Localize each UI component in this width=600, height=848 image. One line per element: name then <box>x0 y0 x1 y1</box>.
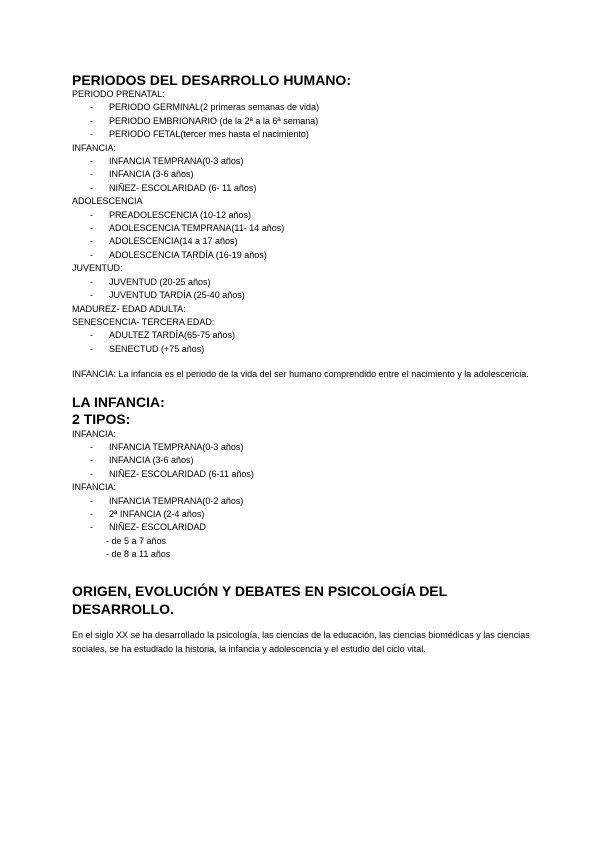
escolaridad-sublist <box>72 535 532 562</box>
list-item-text: JUVENTUD TARDÍA (25-40 años) <box>109 290 245 301</box>
list-item-text: PERIODO EMBRIONARIO (de la 2ª a la 6ª semana) <box>109 115 319 126</box>
sublist-item: - de 5 a 7 años <box>106 535 167 546</box>
section-title-infancia: LA INFANCIA: <box>72 393 165 410</box>
list-item <box>72 343 532 356</box>
section-infancia <box>72 394 532 562</box>
list-item <box>72 495 532 508</box>
bullet-dash: - <box>90 330 93 341</box>
bullet-dash: - <box>90 169 93 180</box>
bullet-dash: - <box>90 182 93 193</box>
group-label: JUVENTUD: <box>72 263 123 274</box>
list-item-text: INFANCIA TEMPRANA(0-3 años) <box>109 442 244 453</box>
list-item-text: NIÑEZ- ESCOLARIDAD (6- 11 años) <box>109 182 257 193</box>
bullet-dash: - <box>90 102 93 113</box>
infancia-list-1 <box>72 441 532 481</box>
list-item-text: ADULTEZ TARDÍA(65-75 años) <box>109 330 236 341</box>
sublist-item: - de 8 a 11 años <box>106 549 171 560</box>
section-origen <box>72 582 532 657</box>
bullet-dash: - <box>90 442 93 453</box>
list-item-text: PERIODO FETAL(tercer mes hasta el nacimiento) <box>109 129 309 140</box>
bullet-dash: - <box>90 209 93 220</box>
list-item <box>72 155 532 168</box>
bullet-dash: - <box>90 223 93 234</box>
bullet-dash: - <box>90 455 93 466</box>
group-label: ADOLESCENCIA <box>72 196 143 207</box>
bullet-dash: - <box>90 522 93 533</box>
bullet-dash: - <box>90 468 93 479</box>
list-item <box>72 508 532 521</box>
section-subtitle-tipos: 2 TIPOS: <box>72 410 131 427</box>
section-title-origen-cont: DESARROLLO. <box>72 600 174 617</box>
section-title-periodos: PERIODOS DEL DESARROLLO HUMANO: <box>72 72 351 88</box>
list-item-text: JUVENTUD (20-25 años) <box>109 276 211 287</box>
list-item-text: ADOLESCENCIA TARDÍA (16-19 años) <box>109 249 267 260</box>
list-item <box>72 329 532 342</box>
list-item <box>72 182 532 195</box>
periods-list <box>72 88 532 356</box>
group-label: SENESCENCIA- TERCERA EDAD: <box>72 316 215 327</box>
list-item-text: PERIODO GERMINAL(2 primeras semanas de vida) <box>109 102 320 113</box>
bullet-dash: - <box>90 276 93 287</box>
list-item <box>72 168 532 181</box>
list-item-text: PREADOLESCENCIA (10-12 años) <box>109 209 252 220</box>
group-label: INFANCIA: <box>72 482 117 493</box>
list-item <box>72 209 532 222</box>
group-label: MADUREZ- EDAD ADULTA: <box>72 303 186 314</box>
list-item-text: 2ª INFANCIA (2-4 años) <box>109 509 205 520</box>
section-title-origen: ORIGEN, EVOLUCIÓN Y DEBATES EN PSICOLOGÍA DEL <box>72 582 448 599</box>
list-item <box>72 276 532 289</box>
bullet-dash: - <box>90 343 93 354</box>
list-item <box>72 222 532 235</box>
bullet-dash: - <box>90 509 93 520</box>
bullet-dash: - <box>90 156 93 167</box>
list-item-text: ADOLESCENCIA(14 a 17 años) <box>109 236 238 247</box>
origen-paragraph: En el siglo XX se ha desarrollado la psicología, las ciencias de la educación, las ciencias biomédicas y las ciencias sociales, se ha estudiado la historia, la infancia y adolescencia y el estudio del ciclo vital. <box>72 629 530 655</box>
bullet-dash: - <box>90 115 93 126</box>
list-item <box>72 468 532 481</box>
list-item <box>72 128 532 141</box>
list-item-text: ADOLESCENCIA TEMPRANA(11- 14 años) <box>109 223 285 234</box>
bullet-dash: - <box>90 129 93 140</box>
list-item <box>72 289 532 302</box>
list-item <box>72 101 532 114</box>
bullet-dash: - <box>90 249 93 260</box>
list-item <box>72 249 532 262</box>
list-item <box>72 521 532 534</box>
list-item-text: SENECTUD (+75 años) <box>109 343 205 354</box>
list-item-text: INFANCIA (3-6 años) <box>109 455 194 466</box>
group-label: PERIODO PRENATAL: <box>72 89 165 99</box>
bullet-dash: - <box>90 495 93 506</box>
list-item <box>72 235 532 248</box>
list-item <box>72 454 532 467</box>
list-item <box>72 441 532 454</box>
list-item-text: NIÑEZ- ESCOLARIDAD (6-11 años) <box>109 468 254 479</box>
list-item-text: INFANCIA TEMPRANA(0-3 años) <box>109 156 244 167</box>
group-label: INFANCIA: <box>72 428 117 439</box>
list-item-text: INFANCIA (3-6 años) <box>109 169 194 180</box>
list-item <box>72 115 532 128</box>
list-item-text: NIÑEZ- ESCOLARIDAD <box>109 522 207 533</box>
infancia-definition: INFANCIA: La infancia es el periodo de la vida del ser humano comprendido entre el nacimiento y la adolescencia. <box>72 369 529 380</box>
bullet-dash: - <box>90 290 93 301</box>
document-page <box>72 72 532 657</box>
bullet-dash: - <box>90 236 93 247</box>
list-item-text: INFANCIA TEMPRANA(0-2 años) <box>109 495 244 506</box>
group-label: INFANCIA: <box>72 142 117 153</box>
infancia-list-2 <box>72 495 532 535</box>
